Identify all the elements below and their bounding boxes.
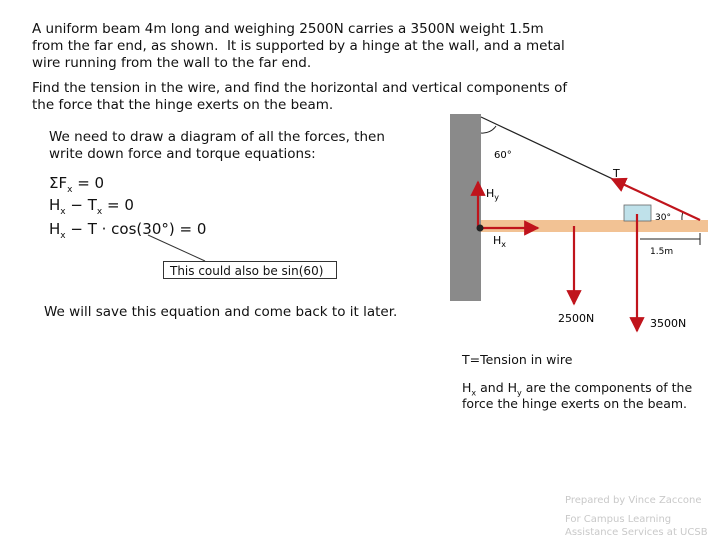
equation-hx-tx: $H_x - T_x = 0$: [49, 196, 134, 217]
hinge-point: [477, 225, 484, 232]
later-note: We will save this equation and come back to it later.: [44, 304, 398, 320]
distance-label: 1.5m: [650, 247, 674, 257]
wall: [450, 114, 481, 301]
beam-weight-label: 2500N: [558, 312, 595, 325]
load-weight-label: 3500N: [650, 317, 687, 330]
angle-30-label: 30°: [655, 213, 671, 223]
hinge-definition-line-2: force the hinge exerts on the beam.: [462, 396, 688, 411]
problem-line-3: wire running from the wall to the far end.: [32, 55, 312, 71]
callout-box: This could also be sin(60): [163, 261, 337, 279]
hinge-definition-line-1: $H_x$ and $H_y$ are the components of the: [462, 380, 693, 398]
question-line-1: Find the tension in the wire, and find the horizontal and vertical components of: [32, 80, 568, 96]
problem-line-2: from the far end, as shown. It is supported by a hinge at the wall, and a metal: [32, 38, 565, 54]
angle-60-arc: [481, 126, 496, 133]
tension-definition: T=Tension in wire: [462, 352, 573, 367]
tension-label: T: [613, 167, 620, 180]
equation-hx-tcos: $H_x - T \cdot \cos(30^\circ) = 0$: [49, 220, 207, 241]
credit-line-3: Assistance Services at UCSB: [565, 527, 708, 538]
instructions-line-2: write down force and torque equations:: [49, 146, 316, 162]
problem-line-1: A uniform beam 4m long and weighing 2500N carries a 3500N weight 1.5m: [32, 21, 544, 37]
question-line-2: the force that the hinge exerts on the beam.: [32, 97, 334, 113]
angle-60-label: 60°: [494, 150, 512, 161]
beam: [481, 220, 708, 232]
instructions-line-1: We need to draw a diagram of all the forces, then: [49, 129, 385, 145]
equation-sum-fx: $\Sigma F_x = 0$: [49, 174, 105, 195]
credit-line-2: For Campus Learning: [565, 514, 672, 525]
hy-label: $H_y$: [486, 187, 500, 202]
credit-line-1: Prepared by Vince Zaccone: [565, 495, 702, 506]
hx-label: $H_x$: [493, 234, 507, 249]
